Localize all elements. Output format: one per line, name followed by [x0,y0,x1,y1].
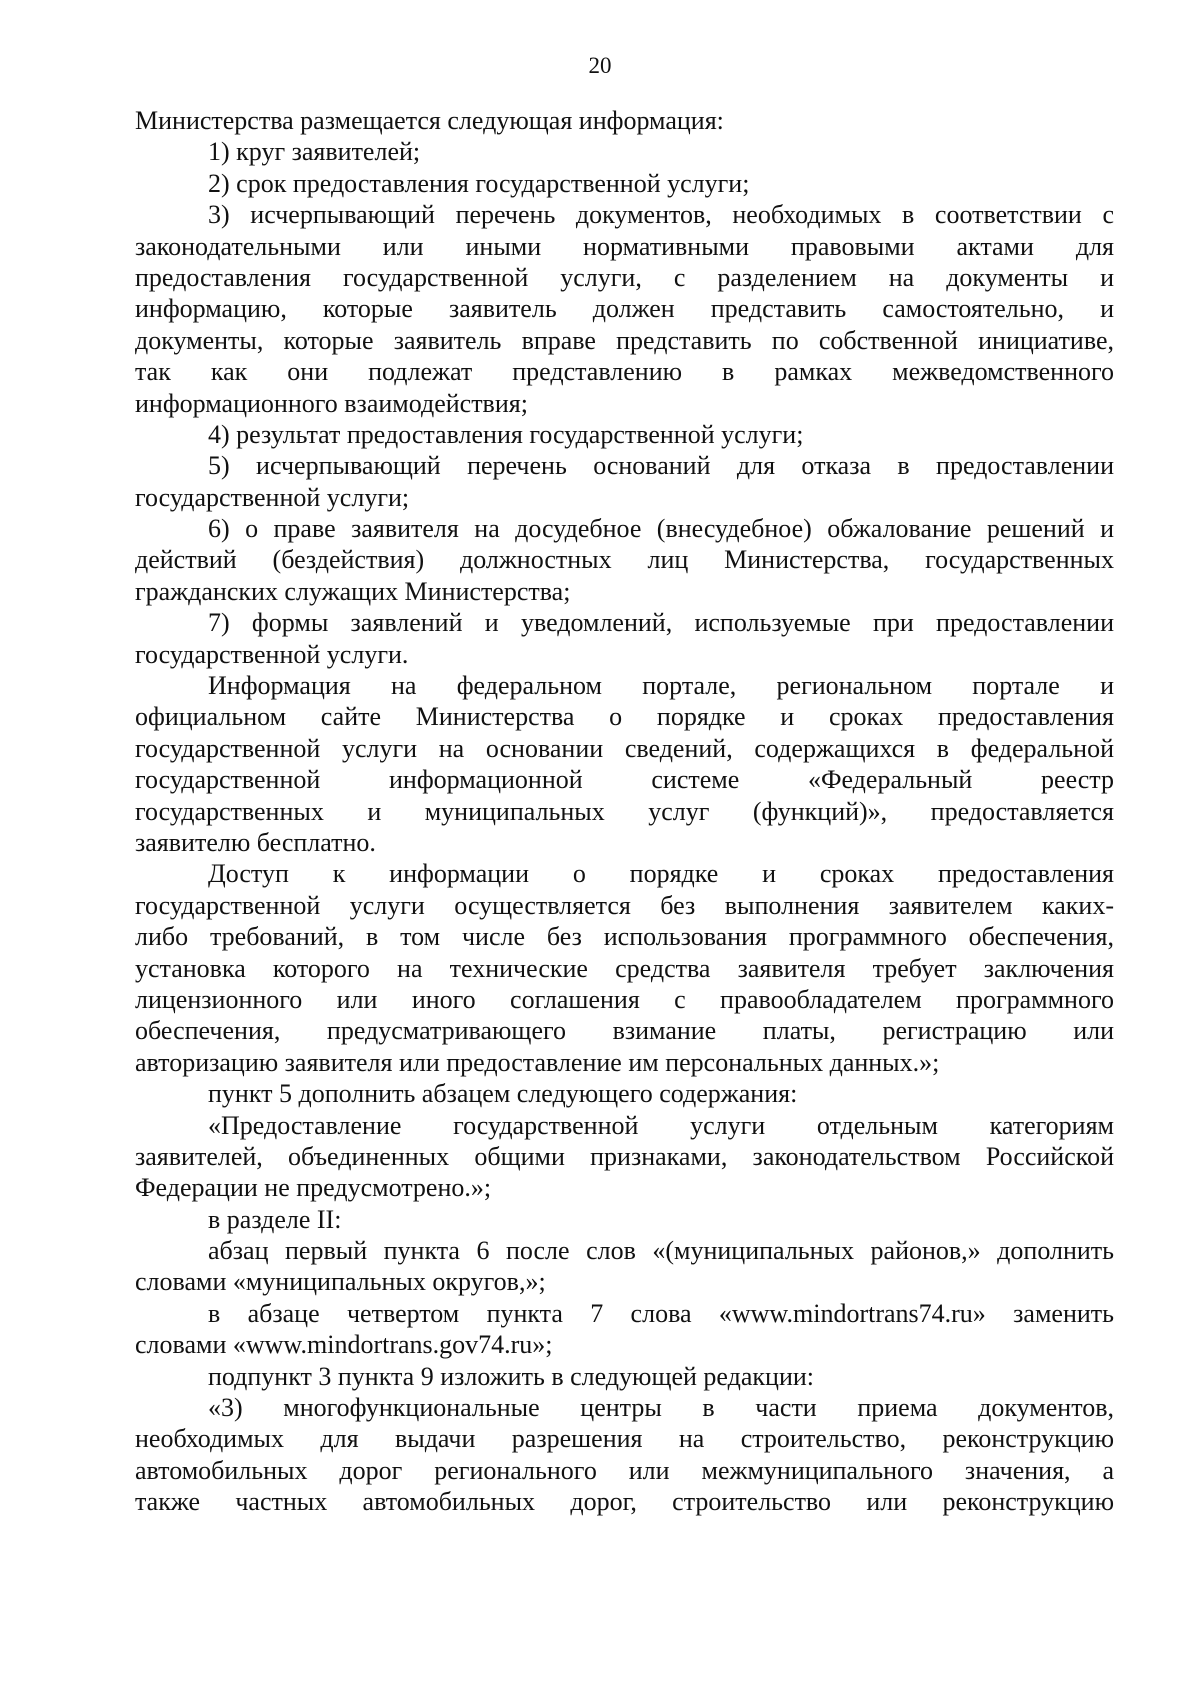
text-line: государственной услуги; [135,482,410,512]
text-line: гражданских служащих Министерства; [135,576,571,606]
text-line: Доступ к информации о порядке и сроках предоставления [208,859,1114,889]
text-line: официальном сайте Министерства о порядке и сроках предоставления [135,702,1114,732]
text-line: государственной услуги осуществляется без выполнения заявителем каких- [135,890,1114,920]
text-line: авторизацию заявителя или предоставление им персональных данных.»; [135,1047,940,1077]
text-line: государственных и муниципальных услуг (функций)», предоставляется [135,796,1114,826]
text-line: документы, которые заявитель вправе представить по собственной инициативе, [135,325,1114,355]
text-line: заявителей, объединенных общими признаками, законодательством Российской [135,1141,1114,1171]
text-line: действий (бездействия) должностных лиц Министерства, государственных [135,545,1114,575]
text-line: «Предоставление государственной услуги отдельным категориям [208,1110,1114,1140]
text-line: абзац первый пункта 6 после слов «(муниципальных районов,» дополнить [208,1236,1114,1266]
text-line: 2) срок предоставления государственной услуги; [208,168,750,198]
text-line: Федерации не предусмотрено.»; [135,1173,492,1203]
document-body [135,105,1114,1518]
text-line: информационного взаимодействия; [135,388,528,418]
text-line: обеспечения, предусматривающего взимание платы, регистрацию или [135,1016,1114,1046]
text-line: предоставления государственной услуги, с разделением на документы и [135,262,1114,292]
text-line: информацию, которые заявитель должен представить самостоятельно, и [135,294,1114,324]
text-line: Информация на федеральном портале, региональном портале и [208,671,1114,701]
text-line: так как они подлежат представлению в рамках межведомственного [135,357,1114,387]
text-line: заявителю бесплатно. [135,827,376,857]
page-number: 20 [588,53,612,78]
text-line: государственной информационной системе «Федеральный реестр [135,765,1114,795]
text-line: в абзаце четвертом пункта 7 слова «www.mindortrans74.ru» заменить [208,1298,1114,1328]
text-line: 3) исчерпывающий перечень документов, необходимых в соответствии с [208,200,1114,230]
text-line: лицензионного или иного соглашения с правообладателем программного [135,984,1114,1014]
text-line: 5) исчерпывающий перечень оснований для отказа в предоставлении [208,451,1114,481]
text-line: законодательными или иными нормативными правовыми актами для [135,231,1114,261]
text-line: установка которого на технические средства заявителя требует заключения [135,953,1114,983]
text-line: 7) формы заявлений и уведомлений, используемые при предоставлении [208,608,1114,638]
text-line: подпункт 3 пункта 9 изложить в следующей редакции: [208,1361,814,1391]
text-line: 6) о праве заявителя на досудебное (внесудебное) обжалование решений и [208,514,1114,544]
text-line: пункт 5 дополнить абзацем следующего содержания: [208,1079,798,1109]
text-line: словами «муниципальных округов,»; [135,1267,546,1297]
text-line: также частных автомобильных дорог, строительство или реконструкцию [135,1487,1114,1517]
text-line: Министерства размещается следующая информация: [135,106,724,135]
text-line: государственной услуги на основании сведений, содержащихся в федеральной [135,733,1114,763]
text-line: 4) результат предоставления государственной услуги; [208,419,804,449]
text-line: словами «www.mindortrans.gov74.ru»; [135,1330,553,1360]
text-line: автомобильных дорог регионального или межмуниципального значения, а [135,1455,1114,1485]
text-line: в разделе II: [208,1204,342,1234]
text-line: государственной услуги. [135,639,409,669]
text-line: либо требований, в том числе без использования программного обеспечения, [135,922,1114,952]
text-line: 1) круг заявителей; [208,137,421,167]
text-line: «3) многофункциональные центры в части приема документов, [208,1393,1114,1423]
text-line: необходимых для выдачи разрешения на строительство, реконструкцию [135,1424,1114,1454]
